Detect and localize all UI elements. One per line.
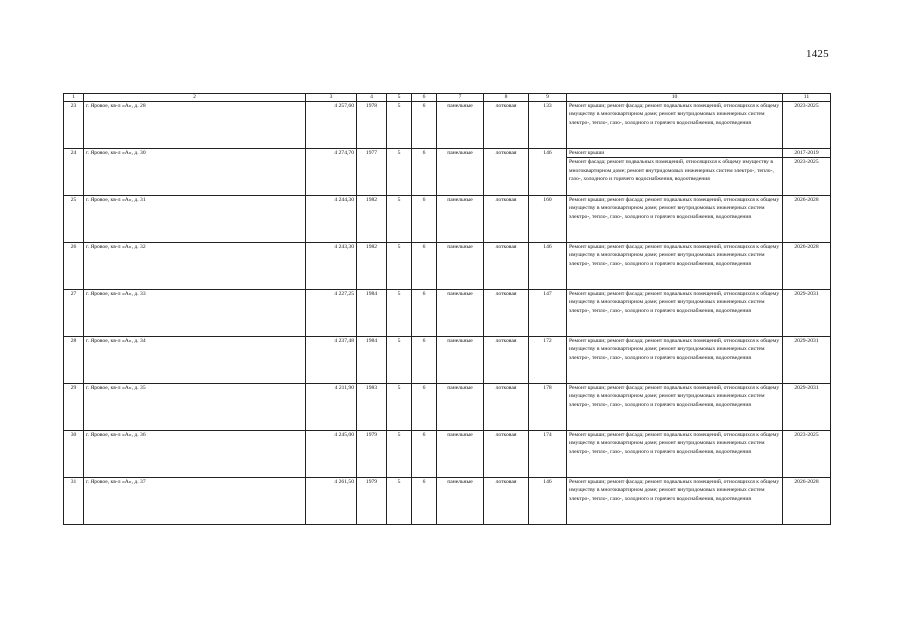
year-cell: 1983 (357, 384, 387, 431)
table-row (64, 102, 831, 149)
header-col-5: 5 (387, 94, 412, 102)
residents-cell: 146 (529, 149, 567, 196)
year-cell: 1979 (357, 431, 387, 478)
residents-cell: 172 (529, 337, 567, 384)
work-period: 2017-2019 (794, 150, 819, 156)
row-number: 26 (64, 243, 84, 290)
row-number: 27 (64, 290, 84, 337)
row-number: 30 (64, 431, 84, 478)
entrances-cell: 6 (412, 384, 437, 431)
header-col-4: 4 (357, 94, 387, 102)
year-cell: 1977 (357, 149, 387, 196)
works-cell (567, 337, 783, 384)
column-number-header (64, 94, 831, 102)
period-cell (783, 102, 831, 149)
address-cell: г. Яровое, кв-л «А», д. 30 (84, 149, 306, 196)
walls-cell: панельные (437, 196, 484, 243)
header-col-10: 10 (567, 94, 783, 102)
works-cell (567, 384, 783, 431)
roof-cell: лотковая (484, 478, 529, 525)
table-row (64, 243, 831, 290)
residents-cell: 147 (529, 290, 567, 337)
floors-cell: 5 (387, 196, 412, 243)
table-body (64, 102, 831, 525)
work-period: 2023-2025 (794, 103, 819, 109)
row-number: 24 (64, 149, 84, 196)
year-cell: 1982 (357, 196, 387, 243)
work-period: 2029-2031 (794, 291, 819, 297)
row-number: 25 (64, 196, 84, 243)
period-cell (783, 196, 831, 243)
residents-cell: 178 (529, 384, 567, 431)
area-cell: 4 245,00 (306, 431, 357, 478)
area-cell: 4 227,25 (306, 290, 357, 337)
period-cell (783, 149, 831, 196)
area-cell: 4 257,60 (306, 102, 357, 149)
works-cell (567, 478, 783, 525)
year-cell: 1984 (357, 337, 387, 384)
work-description: Ремонт фасада; ремонт подвальных помещений, относящихся к общему имуществу в многоквартирном доме; ремонт внутридомовых инженерных систем электро-, тепло-, газо-, холодного и горячего водоснабжения, водоотведения (567, 157, 782, 183)
works-cell (567, 102, 783, 149)
header-col-8: 8 (484, 94, 529, 102)
works-cell (567, 431, 783, 478)
residents-cell: 146 (529, 478, 567, 525)
walls-cell: панельные (437, 431, 484, 478)
address-cell: г. Яровое, кв-л «А», д. 33 (84, 290, 306, 337)
entrances-cell: 6 (412, 290, 437, 337)
address-cell: г. Яровое, кв-л «А», д. 35 (84, 384, 306, 431)
header-col-9: 9 (529, 94, 567, 102)
floors-cell: 5 (387, 431, 412, 478)
work-period: 2023-2025 (783, 157, 830, 166)
address-cell: г. Яровое, кв-л «А», д. 28 (84, 102, 306, 149)
roof-cell: лотковая (484, 431, 529, 478)
table-row (64, 196, 831, 243)
entrances-cell: 6 (412, 431, 437, 478)
work-description: Ремонт крыши; ремонт фасада; ремонт подвальных помещений, относящихся к общему имуществу в многоквартирном доме; ремонт внутридомовых инженерных систем электро-, тепло-, газо-, холодного и горячего водоснабжения, водоотведения (569, 432, 780, 455)
work-period: 2026-2028 (794, 197, 819, 203)
page-number: 1425 (806, 48, 829, 60)
period-cell (783, 431, 831, 478)
floors-cell: 5 (387, 149, 412, 196)
residents-cell: 160 (529, 196, 567, 243)
work-period: 2026-2028 (794, 479, 819, 485)
entrances-cell: 6 (412, 243, 437, 290)
address-cell: г. Яровое, кв-л «А», д. 34 (84, 337, 306, 384)
row-number: 28 (64, 337, 84, 384)
table-row (64, 290, 831, 337)
residents-cell: 174 (529, 431, 567, 478)
address-cell: г. Яровое, кв-л «А», д. 31 (84, 196, 306, 243)
entrances-cell: 6 (412, 337, 437, 384)
year-cell: 1978 (357, 102, 387, 149)
header-col-2: 2 (84, 94, 306, 102)
table-row (64, 431, 831, 478)
area-cell: 4 243,30 (306, 243, 357, 290)
header-col-1: 1 (64, 94, 84, 102)
table-row (64, 337, 831, 384)
walls-cell: панельные (437, 290, 484, 337)
work-description: Ремонт крыши; ремонт фасада; ремонт подвальных помещений, относящихся к общему имуществу в многоквартирном доме; ремонт внутридомовых инженерных систем электро-, тепло-, газо-, холодного и горячего водоснабжения, водоотведения (569, 479, 780, 502)
floors-cell: 5 (387, 243, 412, 290)
works-cell (567, 290, 783, 337)
roof-cell: лотковая (484, 102, 529, 149)
housing-repair-table (63, 93, 831, 525)
floors-cell: 5 (387, 478, 412, 525)
area-cell: 4 237,48 (306, 337, 357, 384)
works-cell (567, 196, 783, 243)
area-cell: 4 261,50 (306, 478, 357, 525)
walls-cell: панельные (437, 478, 484, 525)
roof-cell: лотковая (484, 149, 529, 196)
table-row (64, 149, 831, 196)
walls-cell: панельные (437, 384, 484, 431)
roof-cell: лотковая (484, 243, 529, 290)
roof-cell: лотковая (484, 337, 529, 384)
entrances-cell: 6 (412, 478, 437, 525)
residents-cell: 146 (529, 243, 567, 290)
year-cell: 1979 (357, 478, 387, 525)
roof-cell: лотковая (484, 384, 529, 431)
row-number: 29 (64, 384, 84, 431)
works-cell (567, 149, 783, 196)
floors-cell: 5 (387, 102, 412, 149)
entrances-cell: 6 (412, 149, 437, 196)
period-cell (783, 290, 831, 337)
period-cell (783, 337, 831, 384)
work-period: 2029-2031 (794, 385, 819, 391)
roof-cell: лотковая (484, 196, 529, 243)
row-number: 31 (64, 478, 84, 525)
period-cell (783, 243, 831, 290)
address-cell: г. Яровое, кв-л «А», д. 37 (84, 478, 306, 525)
work-description: Ремонт крыши; ремонт фасада; ремонт подвальных помещений, относящихся к общему имуществу в многоквартирном доме; ремонт внутридомовых инженерных систем электро-, тепло-, газо-, холодного и горячего водоснабжения, водоотведения (569, 338, 780, 361)
table-row (64, 478, 831, 525)
work-description: Ремонт крыши (569, 150, 605, 156)
floors-cell: 5 (387, 337, 412, 384)
row-number: 23 (64, 102, 84, 149)
work-description: Ремонт крыши; ремонт фасада; ремонт подвальных помещений, относящихся к общему имуществу в многоквартирном доме; ремонт внутридомовых инженерных систем электро-, тепло-, газо-, холодного и горячего водоснабжения, водоотведения (569, 103, 780, 126)
header-col-3: 3 (306, 94, 357, 102)
address-cell: г. Яровое, кв-л «А», д. 32 (84, 243, 306, 290)
work-period: 2026-2028 (794, 244, 819, 250)
entrances-cell: 6 (412, 102, 437, 149)
header-col-6: 6 (412, 94, 437, 102)
table-row (64, 384, 831, 431)
entrances-cell: 6 (412, 196, 437, 243)
work-period: 2029-2031 (794, 338, 819, 344)
area-cell: 4 244,30 (306, 196, 357, 243)
walls-cell: панельные (437, 149, 484, 196)
year-cell: 1982 (357, 243, 387, 290)
header-col-7: 7 (437, 94, 484, 102)
works-cell (567, 243, 783, 290)
period-cell (783, 384, 831, 431)
floors-cell: 5 (387, 384, 412, 431)
work-description: Ремонт крыши; ремонт фасада; ремонт подвальных помещений, относящихся к общему имуществу в многоквартирном доме; ремонт внутридомовых инженерных систем электро-, тепло-, газо-, холодного и горячего водоснабжения, водоотведения (569, 244, 780, 267)
year-cell: 1984 (357, 290, 387, 337)
walls-cell: панельные (437, 243, 484, 290)
work-description: Ремонт крыши; ремонт фасада; ремонт подвальных помещений, относящихся к общему имуществу в многоквартирном доме; ремонт внутридомовых инженерных систем электро-, тепло-, газо-, холодного и горячего водоснабжения, водоотведения (569, 291, 780, 314)
work-description: Ремонт крыши; ремонт фасада; ремонт подвальных помещений, относящихся к общему имуществу в многоквартирном доме; ремонт внутридомовых инженерных систем электро-, тепло-, газо-, холодного и горячего водоснабжения, водоотведения (569, 385, 780, 408)
walls-cell: панельные (437, 337, 484, 384)
area-cell: 4 211,90 (306, 384, 357, 431)
period-cell (783, 478, 831, 525)
residents-cell: 133 (529, 102, 567, 149)
floors-cell: 5 (387, 290, 412, 337)
area-cell: 4 274,70 (306, 149, 357, 196)
work-description: Ремонт крыши; ремонт фасада; ремонт подвальных помещений, относящихся к общему имуществу в многоквартирном доме; ремонт внутридомовых инженерных систем электро-, тепло-, газо-, холодного и горячего водоснабжения, водоотведения (569, 197, 780, 220)
walls-cell: панельные (437, 102, 484, 149)
roof-cell: лотковая (484, 290, 529, 337)
address-cell: г. Яровое, кв-л «А», д. 36 (84, 431, 306, 478)
header-col-11: 11 (783, 94, 831, 102)
work-period: 2023-2025 (794, 432, 819, 438)
